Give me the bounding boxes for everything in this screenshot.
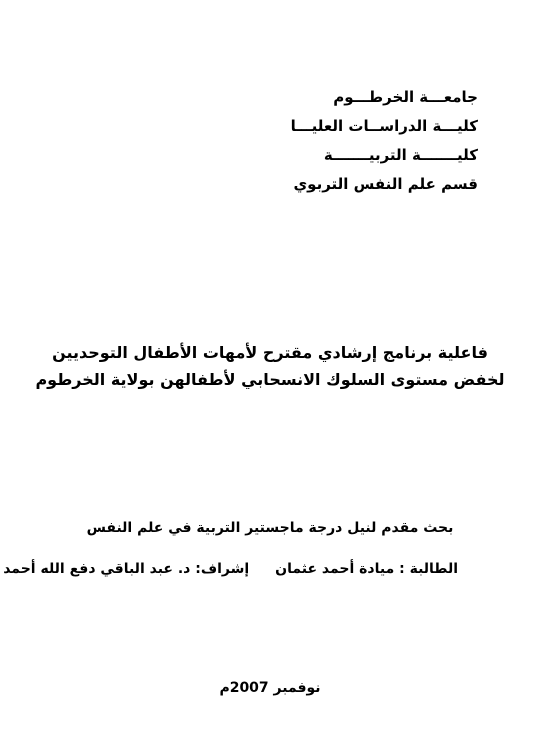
student-name: الطالبة : ميادة أحمد عثمان bbox=[275, 561, 458, 577]
degree-statement: بحث مقدم لنيل درجة ماجستير التربية في علم النفس bbox=[86, 520, 454, 536]
graduate-college-name: كليـــة الدراســات العليـــا bbox=[290, 117, 478, 135]
education-college-name: كليـــــــة التربيـــــــة bbox=[323, 146, 478, 164]
supervisor-name: إشراف: د. عبد الباقي دفع الله أحمد bbox=[3, 561, 250, 577]
thesis-title-line-1: فاعلية برنامج إرشادي مقترح لأمهات الأطفال التوحديين bbox=[52, 343, 488, 362]
thesis-title-line-2: لخفض مستوى السلوك الانسحابي لأطفالهن بولاية الخرطوم bbox=[35, 370, 505, 389]
university-name: جامعـــة الخرطـــوم bbox=[333, 88, 478, 106]
names-row bbox=[3, 561, 458, 577]
submission-date: نوفمبر 2007م bbox=[219, 680, 321, 696]
department-name: قسم علم النفس التربوي bbox=[293, 175, 478, 193]
